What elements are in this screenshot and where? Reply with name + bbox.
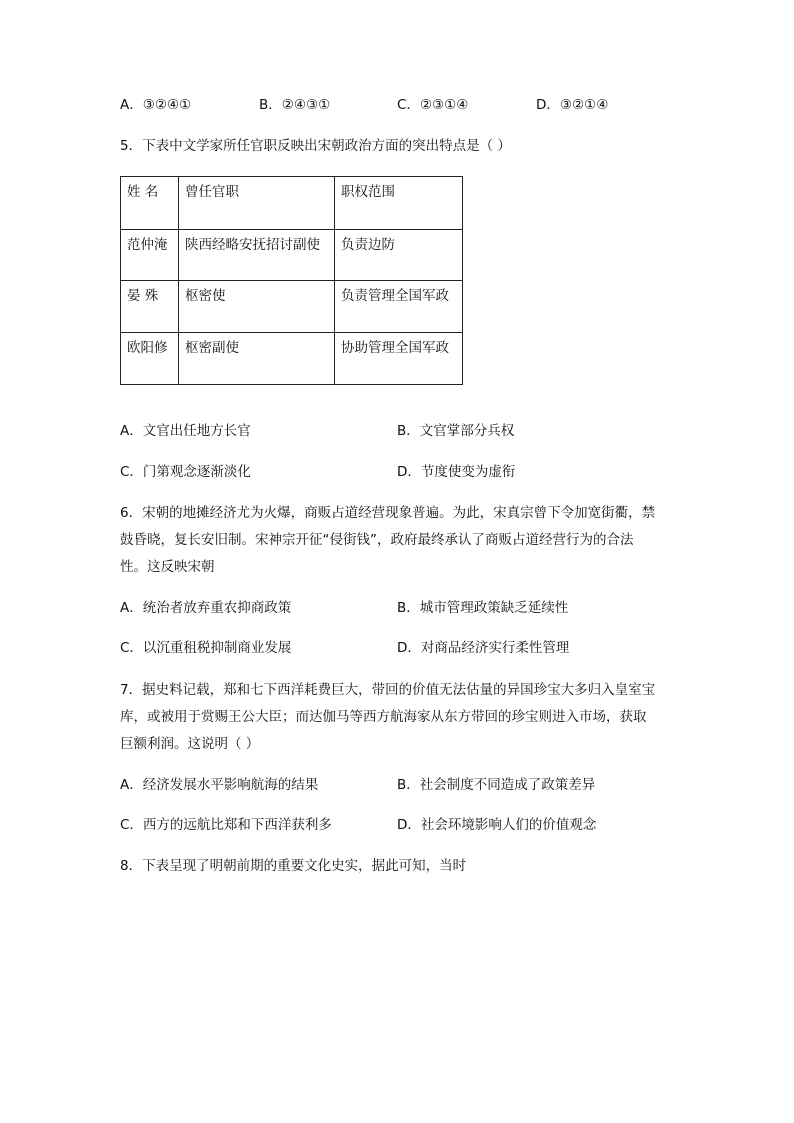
q7-option-d: D．社会环境影响人们的价值观念 bbox=[397, 817, 597, 833]
q4-option-a: A．③②④① bbox=[120, 97, 192, 113]
q5-option-c: C．门第观念逐渐淡化 bbox=[120, 464, 251, 480]
table-cell: 枢密使 bbox=[179, 281, 335, 333]
q6-stem-line-1: 6．宋朝的地摊经济尤为火爆，商贩占道经营现象普遍。为此，宋真宗曾下令加宽街衢，禁 bbox=[120, 505, 656, 521]
q6-stem-line-3: 性。这反映宋朝 bbox=[120, 559, 215, 575]
q6-option-a: A．统治者放弃重农抑商政策 bbox=[120, 600, 292, 616]
table-cell: 枢密副使 bbox=[179, 333, 335, 385]
q5-option-d: D．节度使变为虚衔 bbox=[397, 464, 516, 480]
q5-stem: 5．下表中文学家所任官职反映出宋朝政治方面的突出特点是（ ） bbox=[120, 138, 511, 154]
q7-option-b: B．社会制度不同造成了政策差异 bbox=[397, 777, 596, 793]
q6-option-c: C．以沉重租税抑制商业发展 bbox=[120, 640, 292, 656]
q5-option-a: A．文官出任地方长官 bbox=[120, 423, 251, 439]
q7-stem-line-2: 库，或被用于赏赐王公大臣；而达伽马等西方航海家从东方带回的珍宝则进入市场，获取 bbox=[120, 709, 647, 725]
table-cell: 范仲淹 bbox=[121, 230, 179, 281]
q6-stem-line-2: 鼓昏晓，复长安旧制。宋神宗开征“侵街钱”，政府最终承认了商贩占道经营行为的合法 bbox=[120, 532, 634, 548]
q7-stem-line-3: 巨额利润。这说明（ ） bbox=[120, 736, 260, 752]
q7-option-a: A．经济发展水平影响航海的结果 bbox=[120, 777, 319, 793]
q4-option-b: B．②④③① bbox=[259, 97, 331, 113]
table-header-cell: 职权范围 bbox=[335, 177, 463, 230]
table-cell: 欧阳修 bbox=[121, 333, 179, 385]
q6-option-d: D．对商品经济实行柔性管理 bbox=[397, 640, 570, 656]
q4-option-c: C．②③①④ bbox=[397, 97, 469, 113]
table-cell: 陕西经略安抚招讨副使 bbox=[179, 230, 335, 281]
q5-option-b: B．文官掌部分兵权 bbox=[397, 423, 515, 439]
table-header-row bbox=[121, 177, 463, 230]
q7-option-c: C．西方的远航比郑和下西洋获利多 bbox=[120, 817, 332, 833]
table-row bbox=[121, 230, 463, 281]
q7-stem-line-1: 7．据史料记载，郑和七下西洋耗费巨大，带回的价值无法估量的异国珍宝大多归入皇室宝 bbox=[120, 682, 656, 698]
table-row bbox=[121, 333, 463, 385]
table-cell: 负责边防 bbox=[335, 230, 463, 281]
q6-option-b: B．城市管理政策缺乏延续性 bbox=[397, 600, 569, 616]
q4-option-d: D．③②①④ bbox=[536, 97, 609, 113]
q8-stem: 8．下表呈现了明朝前期的重要文化史实，据此可知，当时 bbox=[120, 858, 467, 874]
table-cell: 晏 殊 bbox=[121, 281, 179, 333]
q5-table bbox=[120, 176, 463, 385]
table-row bbox=[121, 281, 463, 333]
table-cell: 负责管理全国军政 bbox=[335, 281, 463, 333]
table-cell: 协助管理全国军政 bbox=[335, 333, 463, 385]
table-header-cell: 曾任官职 bbox=[179, 177, 335, 230]
table-header-cell: 姓 名 bbox=[121, 177, 179, 230]
